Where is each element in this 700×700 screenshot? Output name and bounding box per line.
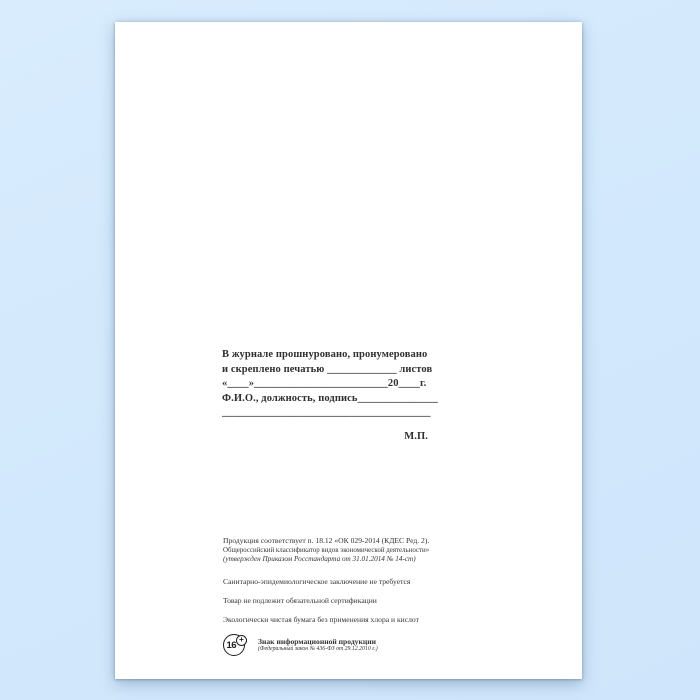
stamp-place-label: М.П.: [404, 430, 428, 442]
document-page: [115, 22, 582, 679]
certification-note: Товар не подлежит обязательной сертификации: [223, 596, 377, 606]
cert-line-1: В журнале прошнуровано, пронумеровано: [222, 349, 428, 360]
okved-line-3: (утвержден Приказом Росстандарта от 31.01.2014 № 14-ст): [223, 554, 416, 563]
cert-line-4: Ф.И.О., должность, подпись_______________: [222, 392, 438, 404]
okved-line-1: Продукция соответствует п. 18.12 «ОК 029-2014 (КДЕС Ред. 2).: [223, 536, 430, 545]
signature-line: _______________________________________: [222, 407, 431, 419]
eco-note: Экологически чистая бумага без применения хлора и кислот: [223, 615, 419, 625]
age-rating-text: [258, 637, 378, 654]
cert-line-3: «____»_________________________20____г.: [222, 378, 427, 390]
okved-line-2: Общероссийский классификатор видов экономической деятельности»: [223, 546, 430, 554]
age-rating-number: 16: [226, 639, 237, 651]
age-rating-row: [223, 634, 453, 656]
age-rating-law-note: (Федеральный закон № 436-ФЗ от 29.12.2010 г.): [258, 646, 378, 653]
age-rating-label: Знак информационной продукции: [258, 636, 376, 646]
product-info-block: [223, 536, 453, 656]
age-rating-plus-badge: +: [236, 635, 247, 646]
sanitary-note: Санитарно-эпидемиологическое заключение не требуется: [223, 577, 411, 586]
age-rating-16plus-icon: [223, 634, 245, 656]
cert-line-2: и скреплено печатью _____________ листов: [222, 363, 433, 375]
binding-certification-block: [222, 348, 438, 445]
